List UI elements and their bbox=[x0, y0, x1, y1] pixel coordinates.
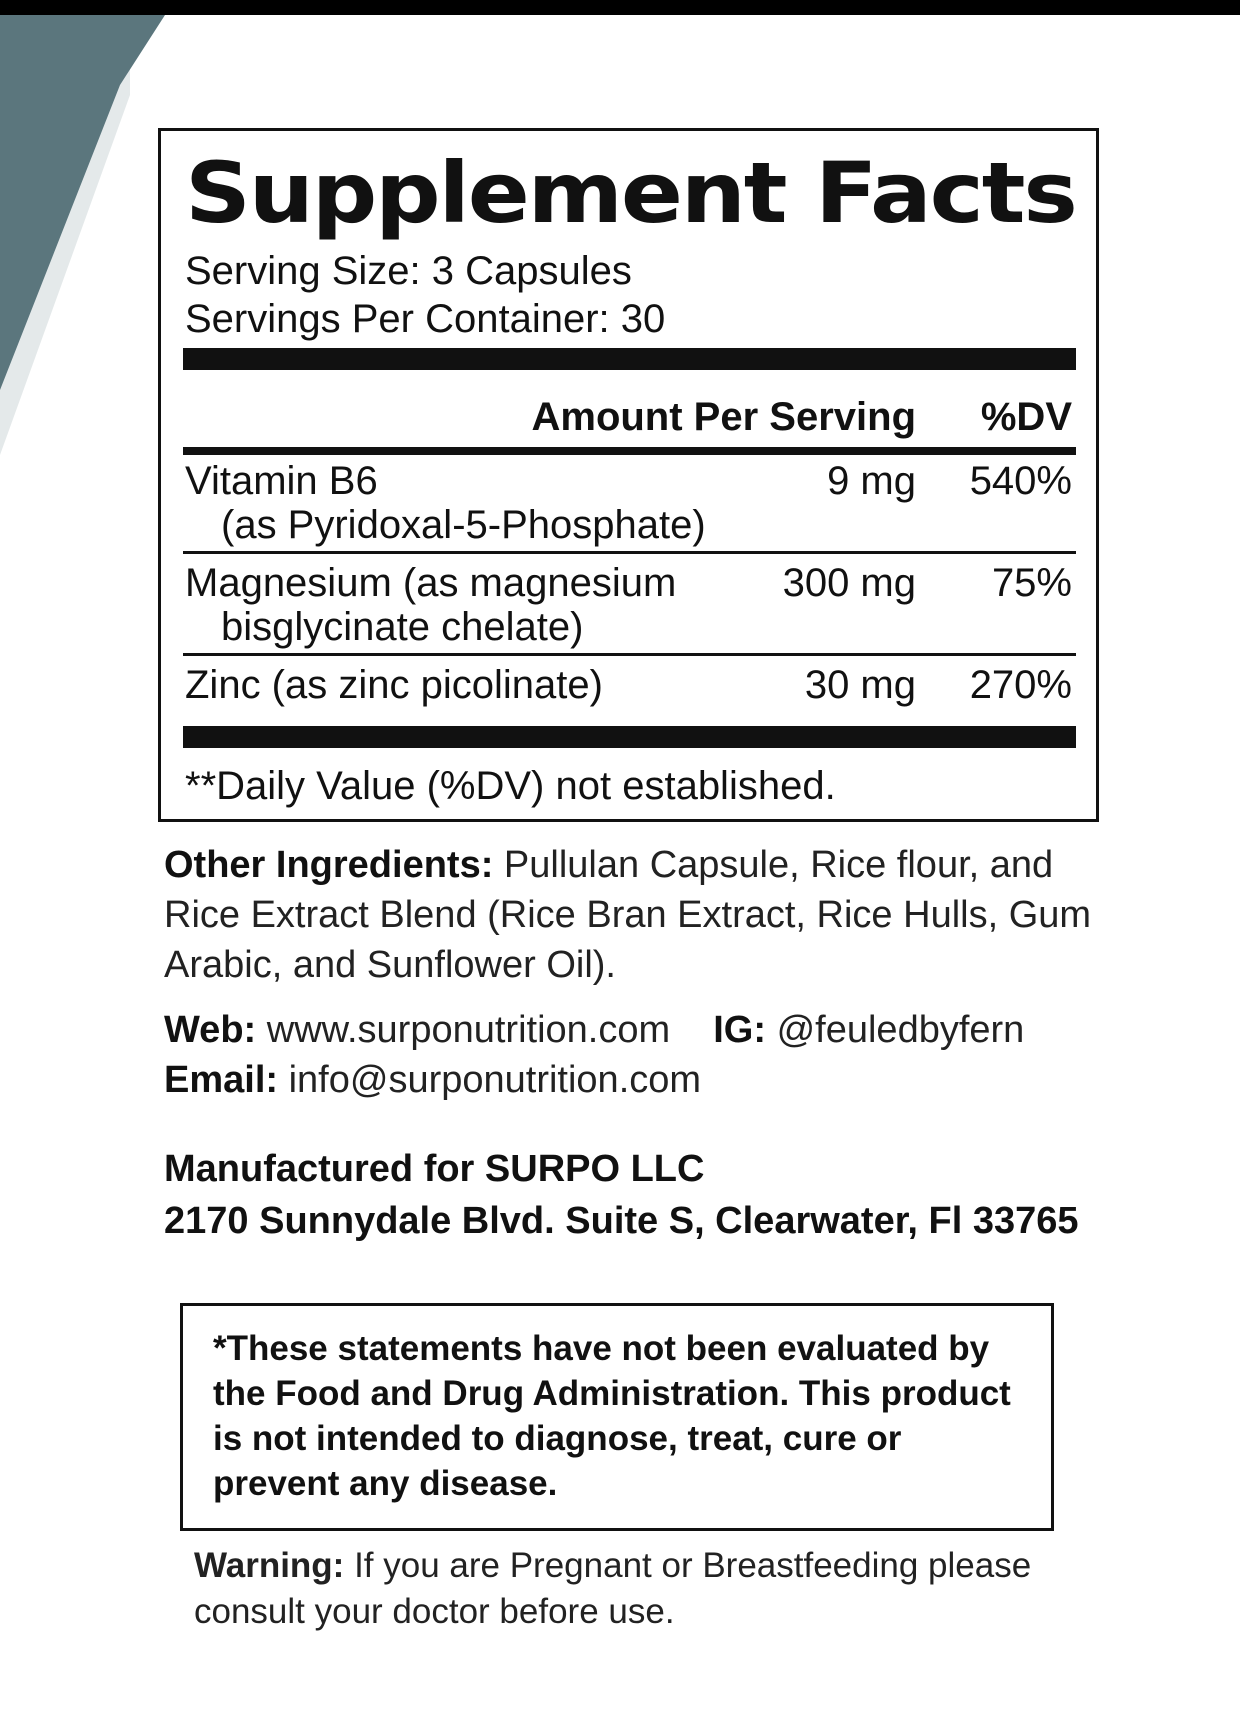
nutrient-amount: 9 mg bbox=[827, 459, 916, 503]
manufacturer-name: Manufactured for SURPO LLC bbox=[164, 1148, 705, 1190]
nutrient-amount: 30 mg bbox=[804, 663, 916, 707]
contact-info bbox=[164, 1005, 1164, 1105]
fda-disclaimer-text: *These statements have not been evaluated by the Food and Drug Administration. This product is not intended to diagnose, treat, cure or prevent any disease. bbox=[213, 1329, 1011, 1503]
ig-label: IG: bbox=[713, 1009, 767, 1051]
fda-disclaimer-box bbox=[180, 1303, 1054, 1531]
nutrient-row-zinc bbox=[185, 663, 603, 707]
amount-per-serving-header: Amount Per Serving bbox=[531, 395, 916, 439]
contact-email-line bbox=[164, 1055, 1164, 1105]
contact-web-line bbox=[164, 1005, 1164, 1055]
panel-title: Supplement Facts bbox=[185, 144, 1076, 242]
nutrient-name: Zinc (as zinc picolinate) bbox=[185, 663, 603, 707]
nutrient-amount: 300 mg bbox=[782, 561, 916, 605]
nutrient-row-magnesium bbox=[185, 561, 676, 649]
other-ingredients bbox=[164, 840, 1094, 990]
dv-header: %DV bbox=[980, 395, 1072, 439]
row-divider bbox=[183, 653, 1076, 656]
manufacturer-block bbox=[164, 1143, 1079, 1247]
warning-text bbox=[194, 1543, 1094, 1635]
dv-footnote: **Daily Value (%DV) not established. bbox=[185, 764, 836, 808]
row-divider bbox=[183, 551, 1076, 554]
header-rule bbox=[183, 447, 1076, 455]
top-thick-rule bbox=[183, 348, 1076, 370]
manufacturer-address: 2170 Sunnydale Blvd. Suite S, Clearwater, Fl 33765 bbox=[164, 1200, 1079, 1242]
nutrient-dv: 270% bbox=[969, 663, 1072, 707]
web-label: Web: bbox=[164, 1009, 257, 1051]
nutrient-row-vitamin-b6 bbox=[185, 459, 706, 547]
top-edge-bar bbox=[0, 0, 1240, 15]
serving-size: Serving Size: 3 Capsules bbox=[185, 249, 632, 293]
warning-label: Warning: bbox=[194, 1546, 345, 1585]
nutrient-name: Magnesium (as magnesium bbox=[185, 561, 677, 605]
warning-body: If you are Pregnant or Breastfeeding please consult your doctor before use. bbox=[194, 1546, 1032, 1631]
ig-handle: @feuledbyfern bbox=[766, 1009, 1025, 1051]
bottom-thick-rule bbox=[183, 726, 1076, 748]
email-address: info@surponutrition.com bbox=[278, 1059, 702, 1101]
nutrient-dv: 540% bbox=[969, 459, 1072, 503]
nutrient-dv: 75% bbox=[991, 561, 1072, 605]
web-url: www.surponutrition.com bbox=[256, 1009, 671, 1051]
email-label: Email: bbox=[164, 1059, 279, 1101]
supplement-facts-panel bbox=[158, 128, 1099, 822]
nutrient-name: Vitamin B6 bbox=[185, 459, 378, 503]
servings-per-container: Servings Per Container: 30 bbox=[185, 297, 666, 341]
other-ingredients-label: Other Ingredients: bbox=[164, 844, 494, 886]
nutrient-source: (as Pyridoxal-5-Phosphate) bbox=[221, 503, 706, 547]
nutrient-source: bisglycinate chelate) bbox=[221, 605, 584, 649]
other-ingredients-text: Pullulan Capsule, Rice flour, and Rice Extract Blend (Rice Bran Extract, Rice Hulls, Gum Arabic, and Sunflower Oil). bbox=[164, 844, 1092, 986]
